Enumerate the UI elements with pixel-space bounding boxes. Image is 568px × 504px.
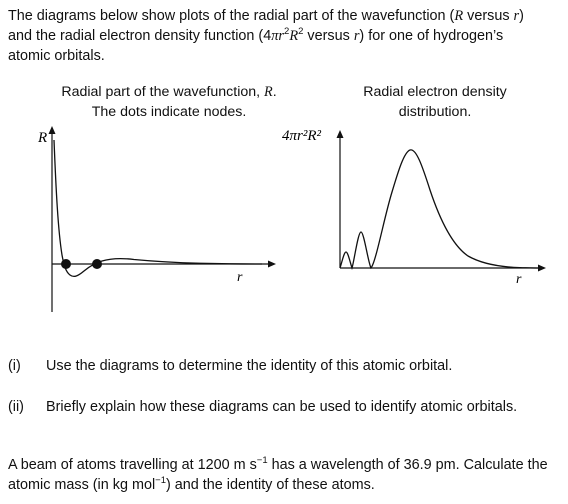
beam-text: ) and the identity of these atoms. [165,477,375,493]
right-plot-x-label: r [516,272,522,287]
intro-paragraph [8,6,560,66]
left-plot-node-2 [92,259,102,269]
intro-superscript: 2 [298,26,304,38]
intro-superscript: 2 [284,26,290,38]
intro-text: ) for one of hydrogen’s [359,28,504,44]
left-plot-node-1 [61,259,71,269]
left-plot-y-arrow [49,126,56,134]
left-caption-text: . [272,84,277,100]
right-plot-caption [330,82,540,122]
plots-figure [0,120,568,320]
question-text: Briefly explain how these diagrams can be used to identify atomic orbitals. [46,399,518,415]
right-plot-density-curve [340,150,538,268]
left-plot [37,126,276,312]
left-plot-wavefunction-curve [54,140,262,276]
intro-text: versus [303,28,354,44]
left-caption-text: Radial part of the wavefunction, [61,84,265,100]
right-caption-text: Radial electron density [363,84,507,100]
left-caption-symbol-R: R [264,84,273,100]
intro-text: versus [463,8,514,24]
left-plot-x-label: r [237,270,243,285]
question-number: (ii) [8,399,24,415]
intro-symbol-pi: π [271,28,279,44]
intro-symbol-r: r [353,28,360,44]
question-number: (i) [8,358,21,374]
intro-symbol-r: r [513,8,520,24]
beam-text: atomic mass (in kg mol [8,477,156,493]
left-caption-text: The dots indicate nodes. [91,104,247,120]
right-plot [282,128,546,287]
intro-text: The diagrams below show plots of the radial part of the wavefunction ( [8,8,455,24]
right-plot-x-arrow [538,265,546,272]
intro-text: atomic orbitals. [8,48,105,64]
question-text: Use the diagrams to determine the identity of this atomic orbital. [46,358,453,374]
beam-superscript: −1 [155,475,166,487]
intro-text: ) [519,8,524,24]
left-plot-x-arrow [268,261,276,268]
beam-superscript: −1 [256,455,268,467]
intro-symbol-R: R [454,8,464,24]
left-plot-caption [30,82,308,122]
intro-text: and the radial electron density function (4 [8,28,272,44]
beam-text: A beam of atoms travelling at 1200 m s [8,457,257,473]
right-plot-y-label: 4πr²R² [282,128,322,144]
right-plot-y-arrow [337,130,344,138]
question-ii [8,397,548,417]
intro-symbol-r: r [278,28,285,44]
intro-symbol-R: R [289,28,299,44]
question-i [8,356,548,376]
left-plot-y-label: R [38,130,48,146]
beam-text: has a wavelength of 36.9 pm. Calculate the [267,457,548,473]
beam-paragraph [8,455,560,495]
right-caption-text: distribution. [398,104,472,120]
